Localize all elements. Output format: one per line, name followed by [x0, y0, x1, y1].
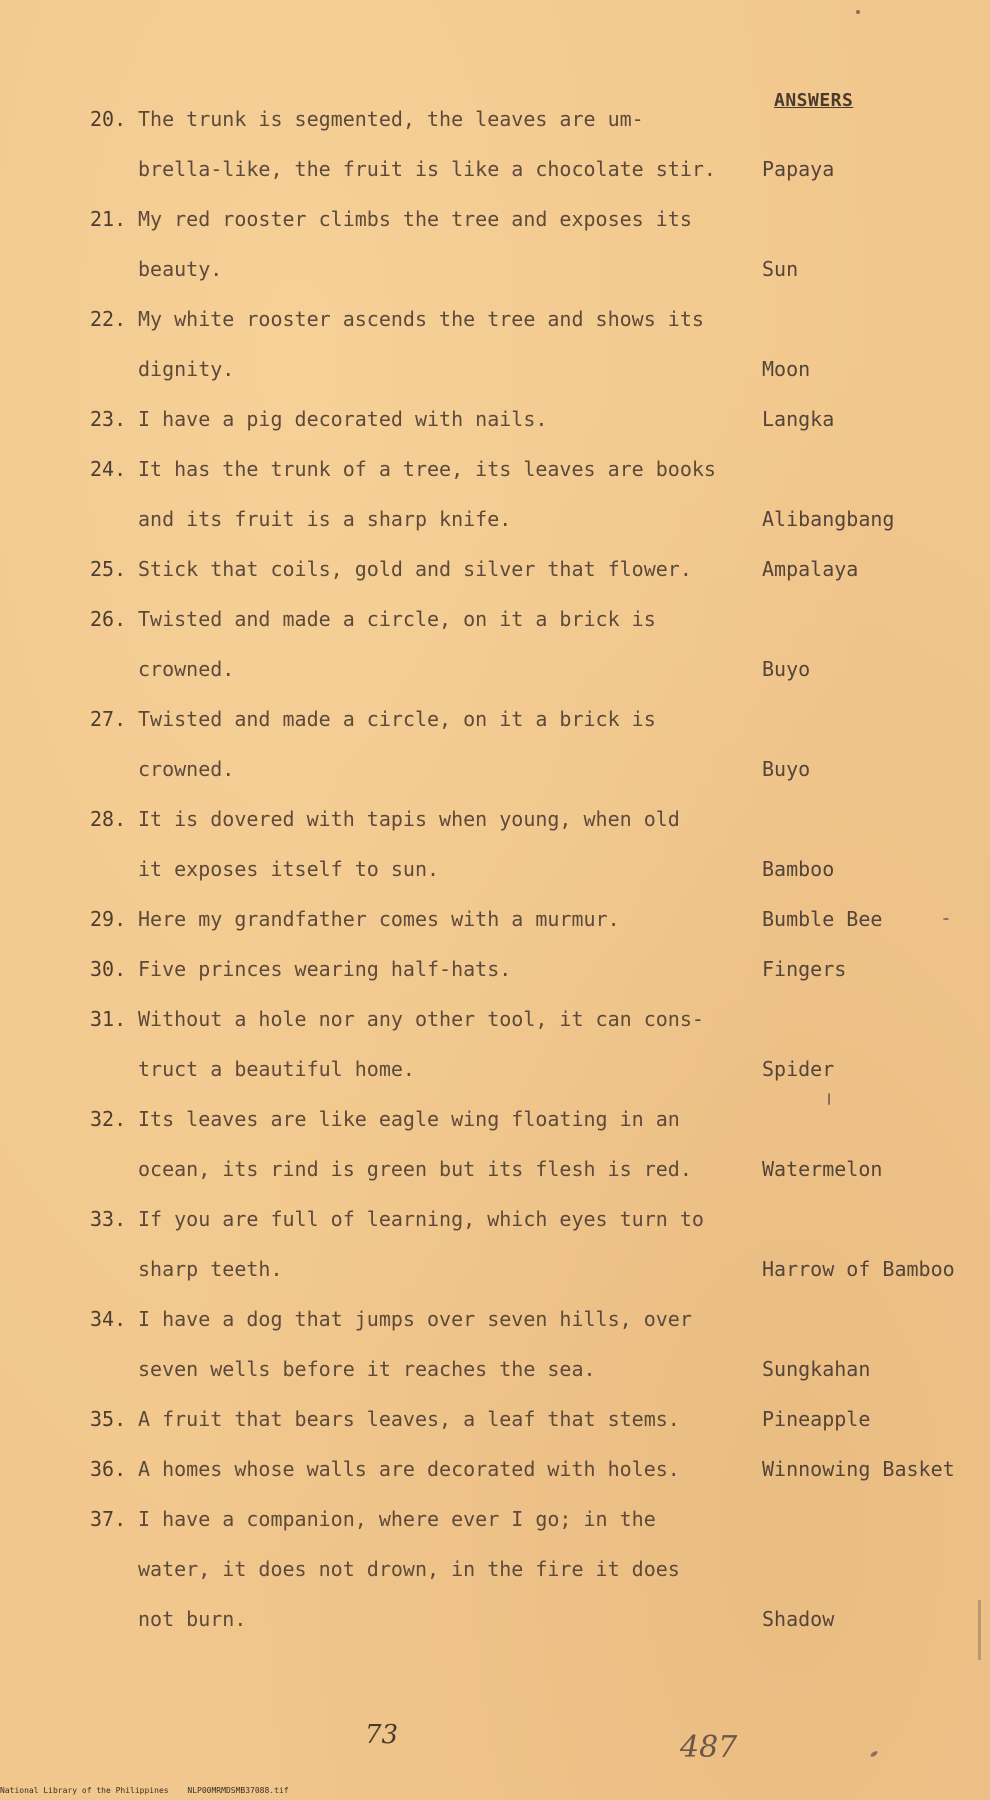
- riddle-text: A homes whose walls are decorated with holes.: [138, 1457, 680, 1481]
- riddle-answer: Shadow: [762, 1607, 835, 1631]
- riddle-text: Five princes wearing half-hats.: [138, 957, 512, 981]
- riddle-line: [0, 204, 990, 234]
- riddle-line: [0, 1354, 990, 1384]
- riddle-line: [0, 554, 990, 584]
- riddle-line: [0, 254, 990, 284]
- riddle-line: [0, 454, 990, 484]
- riddle-answer: Buyo: [762, 757, 811, 781]
- riddle-line: [0, 804, 990, 834]
- riddle-answer: Alibangbang: [762, 507, 895, 531]
- riddle-text: Twisted and made a circle, on it a brick is: [138, 607, 656, 631]
- riddle-line: [0, 1104, 990, 1134]
- riddle-number: 25.: [90, 557, 127, 581]
- riddle-line: [0, 904, 990, 934]
- page-number: 73: [365, 1720, 399, 1750]
- riddle-text: Here my grandfather comes with a murmur.: [138, 907, 620, 931]
- riddle-line: [0, 1004, 990, 1034]
- file-id: NLP00MRMDSMB37088.tif: [187, 1786, 289, 1795]
- riddle-text: dignity.: [138, 357, 235, 381]
- riddle-line: [0, 604, 990, 634]
- riddle-line: [0, 1254, 990, 1284]
- riddle-text: sharp teeth.: [138, 1257, 283, 1281]
- riddle-number: 26.: [90, 607, 127, 631]
- riddle-text: I have a pig decorated with nails.: [138, 407, 548, 431]
- riddle-answer: Buyo: [762, 657, 811, 681]
- riddle-text: and its fruit is a sharp knife.: [138, 507, 512, 531]
- riddle-line: [0, 1304, 990, 1334]
- riddle-line: [0, 1204, 990, 1234]
- riddle-text: crowned.: [138, 657, 235, 681]
- riddle-text: water, it does not drown, in the fire it does: [138, 1557, 680, 1581]
- riddle-text: My white rooster ascends the tree and shows its: [138, 307, 704, 331]
- riddle-line: [0, 1554, 990, 1584]
- riddle-line: [0, 754, 990, 784]
- riddle-line: [0, 154, 990, 184]
- riddle-number: 31.: [90, 1007, 127, 1031]
- riddle-text: I have a dog that jumps over seven hills, over: [138, 1307, 692, 1331]
- riddle-text: If you are full of learning, which eyes turn to: [138, 1207, 704, 1231]
- riddle-line: [0, 1454, 990, 1484]
- riddle-answer: Sungkahan: [762, 1357, 871, 1381]
- riddle-line: [0, 704, 990, 734]
- riddle-line: [0, 1504, 990, 1534]
- riddle-text: beauty.: [138, 257, 223, 281]
- riddle-text: truct a beautiful home.: [138, 1057, 415, 1081]
- riddle-number: 28.: [90, 807, 127, 831]
- riddle-text: Stick that coils, gold and silver that flower.: [138, 557, 692, 581]
- riddle-text: it exposes itself to sun.: [138, 857, 440, 881]
- riddle-number: 30.: [90, 957, 127, 981]
- riddle-answer: Ampalaya: [762, 557, 859, 581]
- riddle-number: 21.: [90, 207, 127, 231]
- riddle-number: 29.: [90, 907, 127, 931]
- riddle-line: [0, 1054, 990, 1084]
- folio-number: 487: [680, 1730, 738, 1765]
- riddle-text: It has the trunk of a tree, its leaves are books: [138, 457, 716, 481]
- riddle-text: seven wells before it reaches the sea.: [138, 1357, 596, 1381]
- riddle-answer: Langka: [762, 407, 835, 431]
- riddle-answer: Sun: [762, 257, 799, 281]
- riddle-answer: Winnowing Basket: [762, 1457, 955, 1481]
- riddle-text: My red rooster climbs the tree and exposes its: [138, 207, 692, 231]
- riddle-answer: Bamboo: [762, 857, 835, 881]
- riddle-text: The trunk is segmented, the leaves are um-: [138, 107, 644, 131]
- riddle-text: not burn.: [138, 1607, 247, 1631]
- riddle-line: [0, 354, 990, 384]
- riddle-number: 27.: [90, 707, 127, 731]
- paper-speck: [978, 1600, 981, 1660]
- riddle-line: [0, 954, 990, 984]
- riddle-number: 37.: [90, 1507, 127, 1531]
- riddle-number: 23.: [90, 407, 127, 431]
- riddle-answer: Spider: [762, 1057, 835, 1081]
- riddle-line: [0, 1404, 990, 1434]
- riddle-answer: Fingers: [762, 957, 847, 981]
- library-stamp: National Library of the Philippines: [0, 1786, 169, 1795]
- riddle-text: Without a hole nor any other tool, it can cons-: [138, 1007, 704, 1031]
- riddle-answer: Papaya: [762, 157, 835, 181]
- answers-header: ANSWERS: [774, 90, 854, 111]
- riddle-line: [0, 504, 990, 534]
- riddle-number: 35.: [90, 1407, 127, 1431]
- riddle-text: ocean, its rind is green but its flesh is red.: [138, 1157, 692, 1181]
- riddle-text: brella-like, the fruit is like a chocolate stir.: [138, 157, 716, 181]
- riddle-number: 32.: [90, 1107, 127, 1131]
- riddle-text: I have a companion, where ever I go; in the: [138, 1507, 656, 1531]
- paper-speck: [828, 1093, 830, 1105]
- riddle-text: It is dovered with tapis when young, when old: [138, 807, 680, 831]
- riddle-answer: Watermelon: [762, 1157, 883, 1181]
- riddle-line: [0, 1604, 990, 1634]
- riddle-line: [0, 104, 990, 134]
- riddle-number: 36.: [90, 1457, 127, 1481]
- riddle-line: [0, 404, 990, 434]
- riddle-number: 20.: [90, 107, 127, 131]
- riddle-number: 24.: [90, 457, 127, 481]
- riddle-number: 22.: [90, 307, 127, 331]
- riddle-text: A fruit that bears leaves, a leaf that stems.: [138, 1407, 680, 1431]
- paper-speck: [943, 918, 949, 920]
- riddle-answer: Bumble Bee: [762, 907, 883, 931]
- riddle-number: 33.: [90, 1207, 127, 1231]
- paper-speck: [870, 1750, 879, 1758]
- paper-speck: [856, 10, 860, 14]
- riddle-answer: Pineapple: [762, 1407, 871, 1431]
- riddle-line: [0, 654, 990, 684]
- riddle-text: Its leaves are like eagle wing floating in an: [138, 1107, 680, 1131]
- riddle-text: Twisted and made a circle, on it a brick is: [138, 707, 656, 731]
- riddle-text: crowned.: [138, 757, 235, 781]
- library-footer: [0, 1786, 289, 1795]
- riddle-line: [0, 854, 990, 884]
- riddle-line: [0, 304, 990, 334]
- riddle-line: [0, 1154, 990, 1184]
- riddle-answer: Moon: [762, 357, 811, 381]
- riddle-answer: Harrow of Bamboo: [762, 1257, 955, 1281]
- riddle-number: 34.: [90, 1307, 127, 1331]
